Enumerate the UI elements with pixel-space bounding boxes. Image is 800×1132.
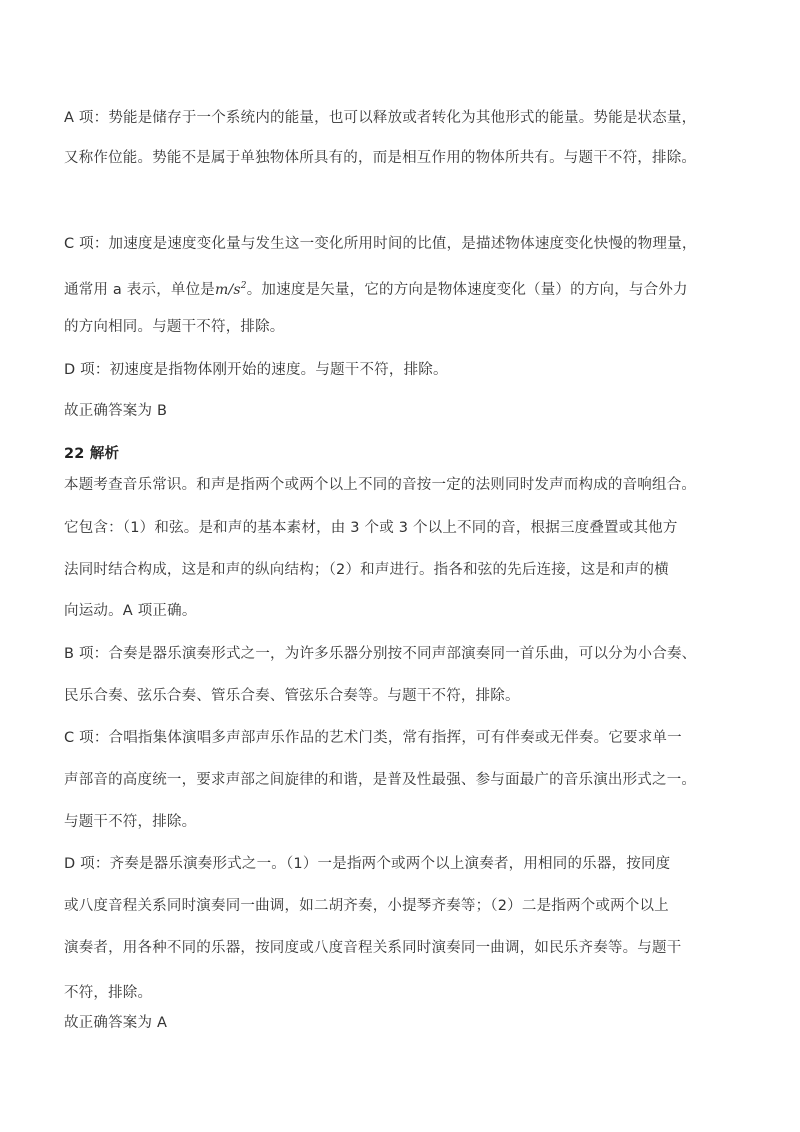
music-b-line-1: B 项：合奏是器乐演奏形式之一，为许多乐器分别按不同声部演奏同一首乐曲，可以分为小合奏、: [64, 646, 697, 662]
acceleration-unit-formula: [215, 282, 247, 298]
music-answer: 故正确答案为 A: [64, 1015, 168, 1031]
music-c-line-3: 与题干不符，排除。: [64, 814, 197, 830]
music-c-line-2: 声部音的高度统一，要求声部之间旋律的和谐，是普及性最强、参与面最广的音乐演出形式之一。: [64, 772, 697, 788]
section-heading: 22 解析: [64, 446, 120, 462]
music-d-line-1: D 项：齐奏是器乐演奏形式之一。（1）一是指两个或两个以上演奏者，用相同的乐器，按同度: [64, 856, 671, 872]
unit-exponent: 2: [240, 281, 247, 291]
music-a-line-2: 法同时结合构成，这是和声的纵向结构；（2）和声进行。指各和弦的先后连接，这是和声的横: [64, 562, 669, 578]
physics-c-line-1: C 项：加速度是速度变化量与发生这一变化所用时间的比值，是描述物体速度变化快慢的物理量，: [64, 236, 697, 252]
physics-a-line-2: 又称作位能。势能不是属于单独物体所具有的，而是相互作用的物体所共有。与题干不符，排除。: [64, 150, 697, 166]
music-intro: 本题考查音乐常识。和声是指两个或两个以上不同的音按一定的法则同时发声而构成的音响组合。: [64, 477, 697, 493]
physics-c-line-3: 的方向相同。与题干不符，排除。: [64, 319, 285, 335]
unit-base: m/s: [215, 282, 241, 298]
music-a-line-1: 它包含：（1）和弦。是和声的基本素材，由 3 个或 3 个以上不同的音，根据三度叠置或其他方: [64, 520, 678, 536]
physics-c-line-2-prefix: 通常用 a 表示，单位是: [64, 282, 216, 298]
physics-c-line-2-suffix: 。加速度是矢量，它的方向是物体速度变化（量）的方向，与合外力: [246, 282, 688, 298]
music-c-line-1: C 项：合唱指集体演唱多声部声乐作品的艺术门类，常有指挥，可有伴奏或无伴奏。它要求单一: [64, 730, 682, 746]
physics-d-line-1: D 项：初速度是指物体刚开始的速度。与题干不符，排除。: [64, 362, 448, 378]
physics-c-line-2: [64, 276, 688, 300]
music-d-line-2: 或八度音程关系同时演奏同一曲调，如二胡齐奏，小提琴齐奏等；（2）二是指两个或两个以上: [64, 898, 669, 914]
physics-a-line-1: A 项：势能是储存于一个系统内的能量，也可以释放或者转化为其他形式的能量。势能是状态量，: [64, 110, 697, 126]
physics-answer: 故正确答案为 B: [64, 403, 168, 419]
music-b-line-2: 民乐合奏、弦乐合奏、管乐合奏、管弦乐合奏等。与题干不符，排除。: [64, 688, 520, 704]
music-d-line-4: 不符，排除。: [64, 985, 153, 1001]
music-d-line-3: 演奏者，用各种不同的乐器，按同度或八度音程关系同时演奏同一曲调，如民乐齐奏等。与题干: [64, 940, 682, 956]
music-a-line-3: 向运动。A 项正确。: [64, 603, 197, 619]
